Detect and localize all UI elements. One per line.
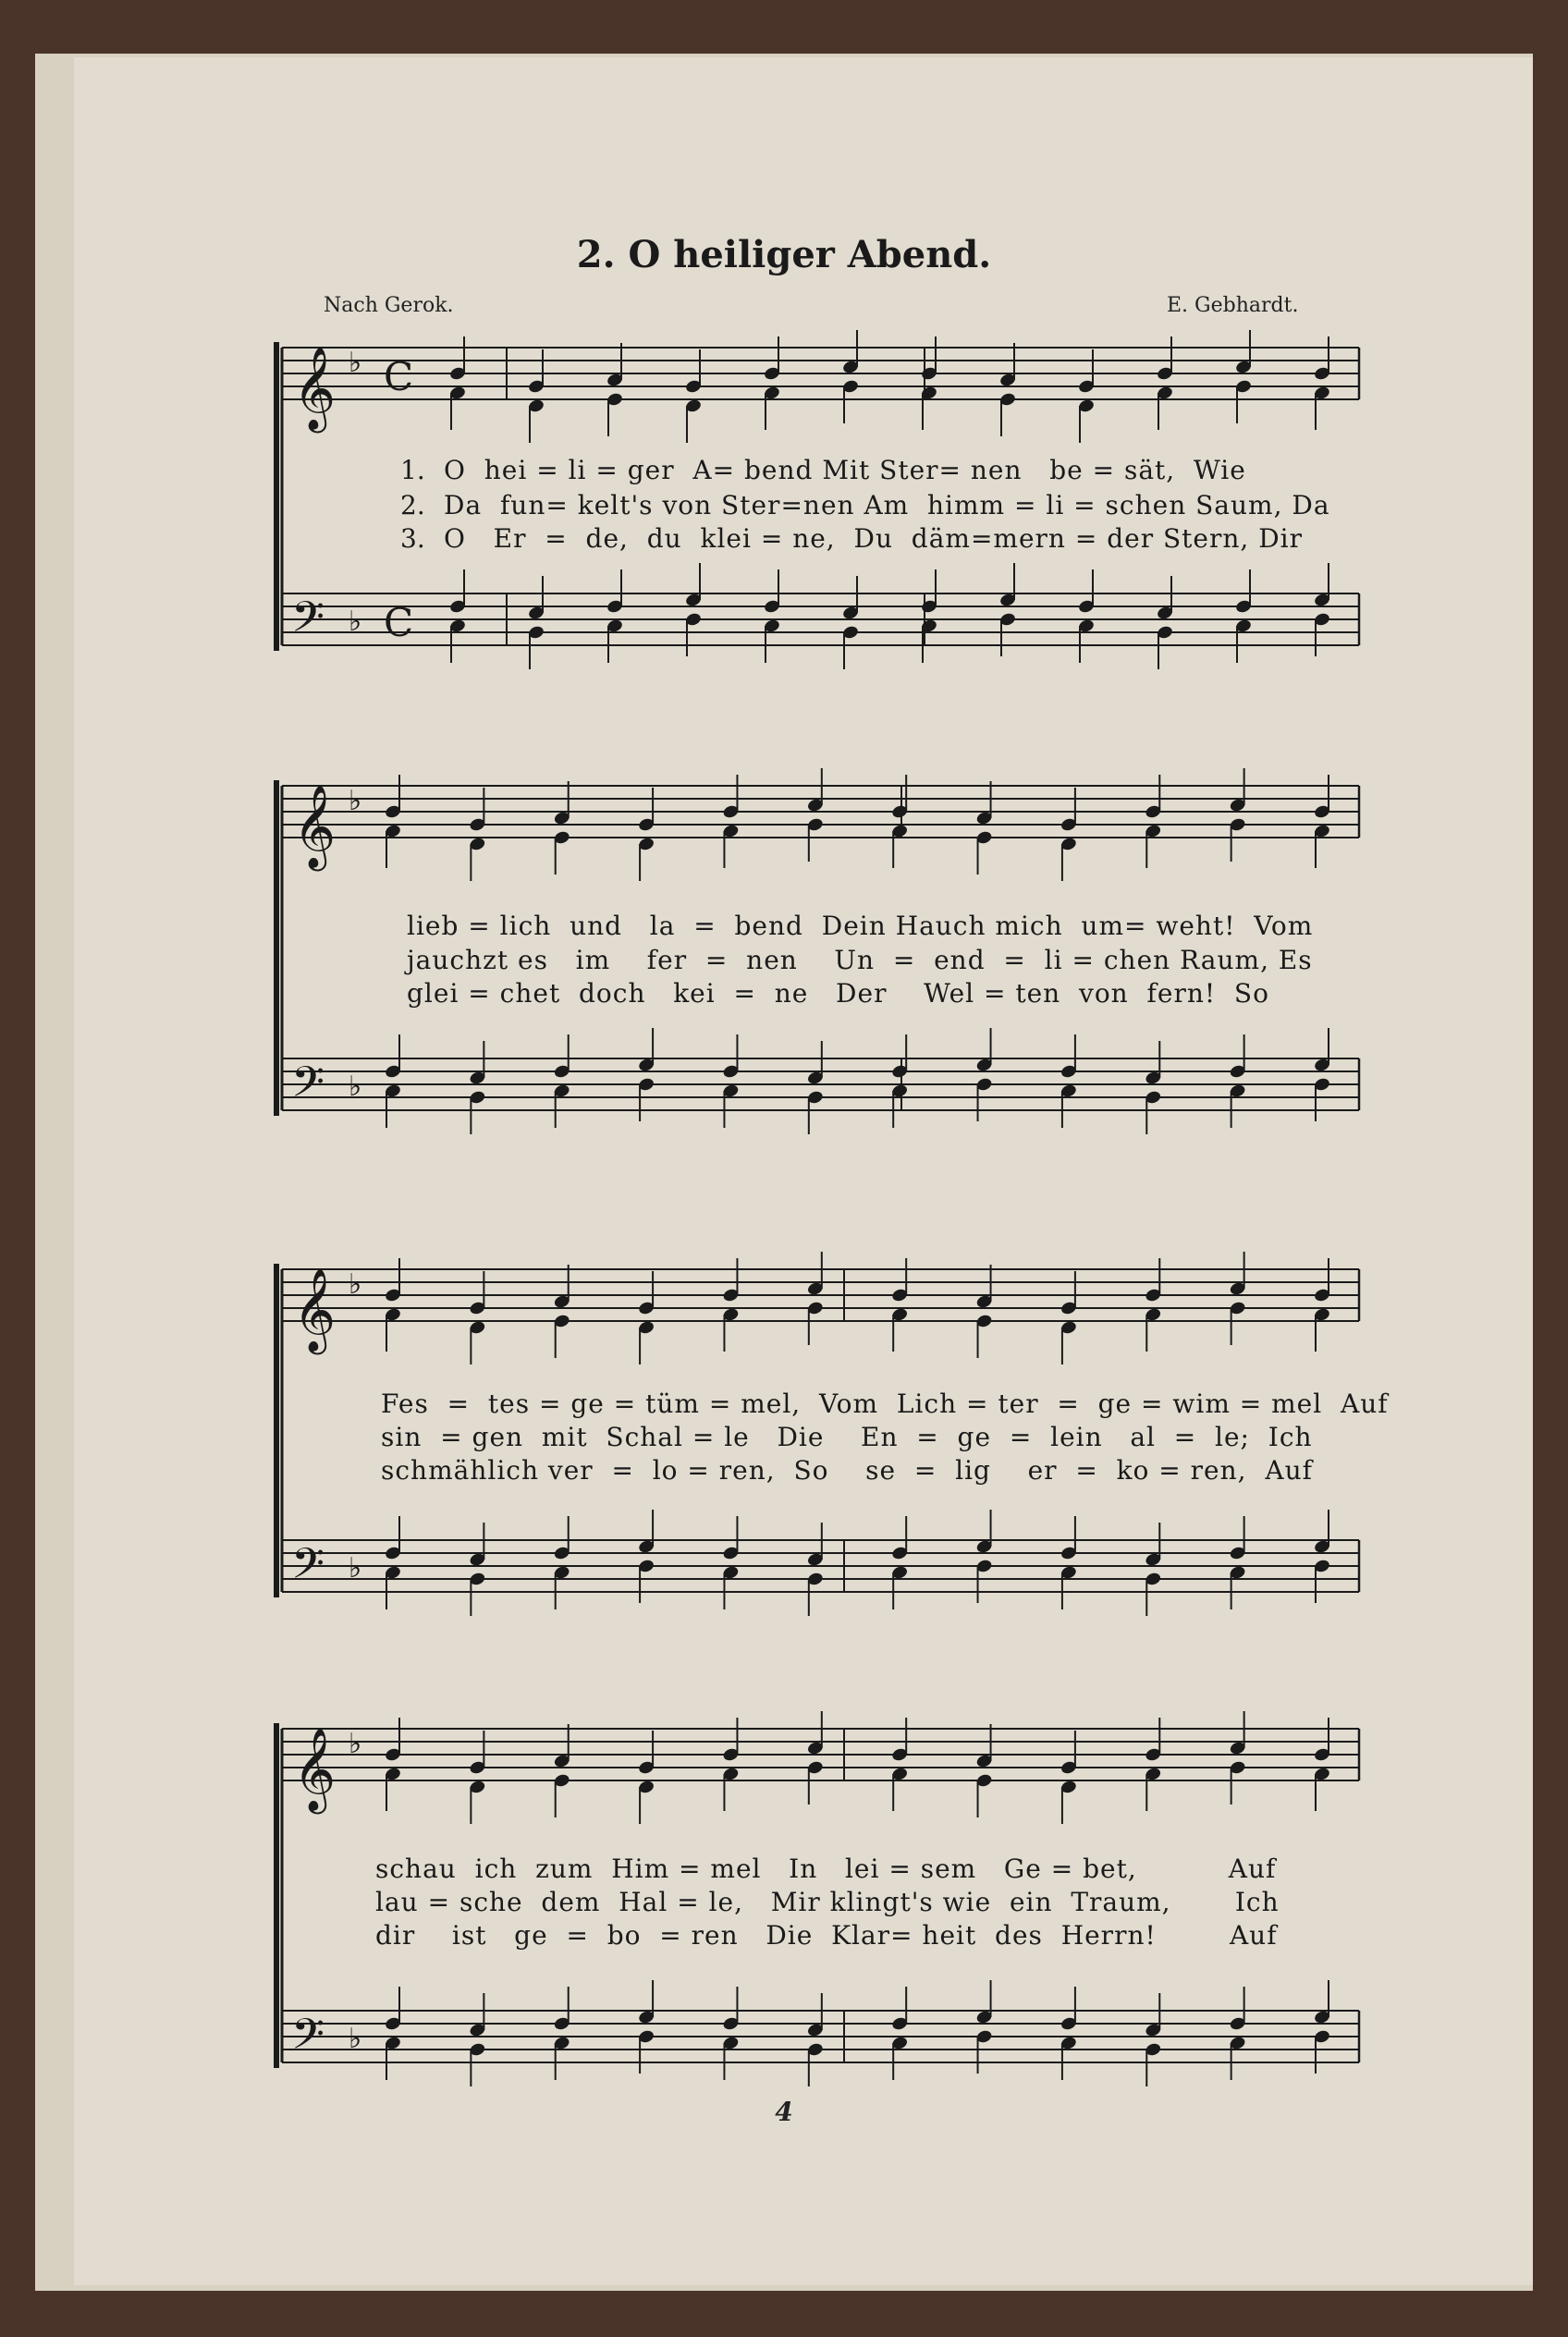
- verse-number: 3.: [400, 523, 425, 554]
- time-signature: C: [384, 600, 414, 645]
- key-signature-flat: ♭: [349, 1552, 362, 1585]
- lyric-line: Fes = tes = ge = tüm = mel, Vom Lich = ter = ge = wim = mel Auf: [381, 1389, 1389, 1419]
- bass-clef: 𝄢: [291, 593, 325, 653]
- treble-clef: 𝄞: [293, 347, 337, 430]
- composer: E. Gebhardt.: [1167, 294, 1299, 317]
- lyric-line: Da fun= kelt's von Ster=nen Am himm = li = schen Saum, Da: [444, 490, 1330, 520]
- verse-number: 2.: [400, 490, 425, 520]
- verse-number: 1.: [400, 455, 425, 485]
- lyric-line: schmählich ver = lo = ren, So se = lig er = ko = ren, Auf: [381, 1455, 1313, 1486]
- lyric-line: dir ist ge = bo = ren Die Klar= heit des Herrn! Auf: [375, 1920, 1278, 1951]
- lyric-line: schau ich zum Him = mel In lei = sem Ge = bet, Auf: [375, 1854, 1277, 1884]
- bass-clef: 𝄢: [291, 2010, 325, 2070]
- lyric-line: jauchzt es im fer = nen Un = end = li = chen Raum, Es: [407, 945, 1313, 975]
- key-signature-flat: ♭: [349, 785, 362, 817]
- lyric-line: lau = sche dem Hal = le, Mir klingt's wie ein Traum, Ich: [375, 1887, 1280, 1917]
- time-signature: C: [384, 354, 414, 399]
- lyric-line: O hei = li = ger A= bend Mit Ster= nen be = sät, Wie: [444, 455, 1246, 485]
- lyric-line: lieb = lich und la = bend Dein Hauch mich um= weht! Vom: [407, 911, 1314, 941]
- key-signature-flat: ♭: [349, 2023, 362, 2055]
- key-signature-flat: ♭: [349, 1268, 362, 1301]
- bass-clef: 𝄢: [291, 1539, 325, 1599]
- page-number: 4: [775, 2097, 793, 2127]
- key-signature-flat: ♭: [349, 606, 362, 638]
- treble-clef: 𝄞: [293, 785, 337, 868]
- treble-clef: 𝄞: [293, 1268, 337, 1352]
- lyric-line: O Er = de, du klei = ne, Du däm=mern = der Stern, Dir: [444, 523, 1304, 554]
- bass-clef: 𝄢: [291, 1058, 325, 1118]
- key-signature-flat: ♭: [349, 1728, 362, 1760]
- treble-clef: 𝄞: [293, 1728, 337, 1811]
- song-title: 2. O heiliger Abend.: [576, 233, 992, 276]
- key-signature-flat: ♭: [349, 347, 362, 379]
- lyric-line: glei = chet doch kei = ne Der Wel = ten von fern! So: [407, 978, 1269, 1009]
- text-author: Nach Gerok.: [324, 294, 454, 317]
- key-signature-flat: ♭: [349, 1071, 362, 1103]
- lyric-line: sin = gen mit Schal = le Die En = ge = lein al = le; Ich: [381, 1422, 1313, 1452]
